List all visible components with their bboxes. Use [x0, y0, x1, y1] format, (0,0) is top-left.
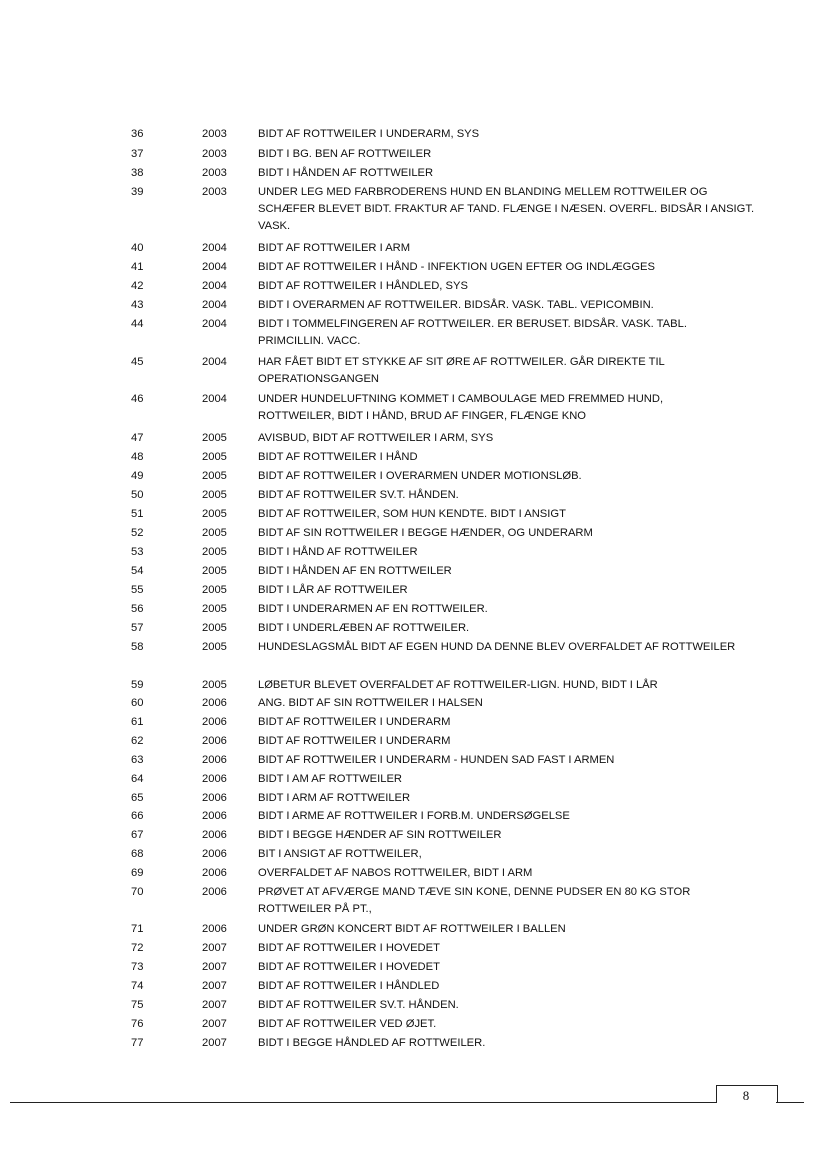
entry-year: 2005: [202, 470, 227, 482]
entry-number: 76: [131, 1018, 144, 1030]
footer-rule: [10, 1102, 716, 1103]
entry-year: 2006: [202, 697, 227, 709]
footer-rule-tail: [776, 1102, 804, 1103]
entry-description: BIDT AF ROTTWEILER I UNDERARM: [258, 716, 451, 728]
entry-number: 65: [131, 792, 144, 804]
entry-year: 2006: [202, 886, 227, 898]
entry-number: 67: [131, 829, 144, 841]
entry-year: 2004: [202, 261, 227, 273]
entry-year: 2006: [202, 829, 227, 841]
entry-number: 68: [131, 848, 144, 860]
entry-description: BIDT AF ROTTWEILER I ARM: [258, 242, 411, 254]
entry-description: UNDER GRØN KONCERT BIDT AF ROTTWEILER I BALLEN: [258, 923, 566, 935]
entry-year: 2007: [202, 999, 227, 1011]
entry-number: 64: [131, 773, 144, 785]
entry-year: 2004: [202, 318, 227, 330]
entry-year: 2005: [202, 565, 227, 577]
entry-year: 2004: [202, 393, 227, 405]
entry-description: UNDER LEG MED FARBRODERENS HUND EN BLANDING MELLEM ROTTWEILER OG SCHÆFER BLEVET BIDT. FRAKTUR AF TAND. FLÆNGE I NÆSEN. OVERFL. BIDSÅR I ANSIGT. VASK.: [258, 186, 755, 232]
entry-number: 49: [131, 470, 144, 482]
entry-number: 54: [131, 565, 144, 577]
entry-year: 2003: [202, 128, 227, 140]
entry-year: 2006: [202, 754, 227, 766]
entry-number: 74: [131, 980, 144, 992]
entry-year: 2007: [202, 942, 227, 954]
entry-year: 2006: [202, 773, 227, 785]
entry-description: BIDT I BEGGE HÆNDER AF SIN ROTTWEILER: [258, 829, 502, 841]
entry-number: 63: [131, 754, 144, 766]
entry-description: BIDT AF ROTTWEILER SV.T. HÅNDEN.: [258, 999, 459, 1011]
entry-description: BIDT I HÅND AF ROTTWEILER: [258, 546, 418, 558]
entry-number: 53: [131, 546, 144, 558]
entry-description: BIDT I ARME AF ROTTWEILER I FORB.M. UNDERSØGELSE: [258, 810, 570, 822]
entry-year: 2004: [202, 242, 227, 254]
entry-year: 2005: [202, 584, 227, 596]
entry-year: 2004: [202, 356, 227, 368]
entry-number: 66: [131, 810, 144, 822]
entry-year: 2006: [202, 792, 227, 804]
entry-description: BIDT I LÅR AF ROTTWEILER: [258, 584, 408, 596]
entry-description: LØBETUR BLEVET OVERFALDET AF ROTTWEILER-LIGN. HUND, BIDT I LÅR: [258, 679, 658, 691]
entry-year: 2005: [202, 603, 227, 615]
page-number: 8: [742, 1088, 750, 1103]
entry-year: 2006: [202, 810, 227, 822]
entry-description: BIDT AF ROTTWEILER I UNDERARM, SYS: [258, 128, 480, 140]
entry-description: BIDT AF ROTTWEILER I OVERARMEN UNDER MOTIONSLØB.: [258, 470, 582, 482]
entry-year: 2004: [202, 280, 227, 292]
entry-description: BIDT I HÅNDEN AF ROTTWEILER: [258, 167, 434, 179]
entry-year: 2005: [202, 679, 227, 691]
entry-year: 2006: [202, 867, 227, 879]
entry-number: 70: [131, 886, 144, 898]
entry-number: 69: [131, 867, 144, 879]
entry-description: BIDT AF ROTTWEILER I HÅND - INFEKTION UGEN EFTER OG INDLÆGGES: [258, 261, 655, 273]
entry-description: ANG. BIDT AF SIN ROTTWEILER I HALSEN: [258, 697, 483, 709]
entry-year: 2007: [202, 980, 227, 992]
entry-description: BIDT I BEGGE HÅNDLED AF ROTTWEILER.: [258, 1037, 486, 1049]
entry-description: BIDT I BG. BEN AF ROTTWEILER: [258, 148, 432, 160]
entry-year: 2005: [202, 508, 227, 520]
entry-year: 2005: [202, 641, 227, 653]
entry-number: 75: [131, 999, 144, 1011]
entry-description: BIT I ANSIGT AF ROTTWEILER,: [258, 848, 422, 860]
entry-year: 2005: [202, 622, 227, 634]
entry-description: BIDT AF ROTTWEILER I UNDERARM: [258, 735, 451, 747]
entry-description: BIDT I OVERARMEN AF ROTTWEILER. BIDSÅR. VASK. TABL. VEPICOMBIN.: [258, 299, 654, 311]
entry-description: BIDT I UNDERLÆBEN AF ROTTWEILER.: [258, 622, 470, 634]
entry-number: 39: [131, 186, 144, 198]
entry-number: 61: [131, 716, 144, 728]
entry-description: AVISBUD, BIDT AF ROTTWEILER I ARM, SYS: [258, 432, 494, 444]
entry-number: 46: [131, 393, 144, 405]
entry-description: BIDT AF ROTTWEILER I HÅND: [258, 451, 418, 463]
entry-description: OVERFALDET AF NABOS ROTTWEILER, BIDT I ARM: [258, 867, 533, 879]
entry-year: 2003: [202, 167, 227, 179]
entry-number: 72: [131, 942, 144, 954]
entry-description: BIDT AF ROTTWEILER I HÅNDLED: [258, 980, 440, 992]
entry-year: 2005: [202, 451, 227, 463]
entry-year: 2005: [202, 527, 227, 539]
entry-year: 2006: [202, 735, 227, 747]
entry-year: 2006: [202, 848, 227, 860]
entry-year: 2003: [202, 186, 227, 198]
entry-number: 57: [131, 622, 144, 634]
entry-description: PRØVET AT AFVÆRGE MAND TÆVE SIN KONE, DENNE PUDSER EN 80 KG STOR ROTTWEILER PÅ PT.,: [258, 886, 691, 915]
entry-number: 48: [131, 451, 144, 463]
entry-description: BIDT AF ROTTWEILER I HOVEDET: [258, 942, 440, 954]
entry-number: 51: [131, 508, 144, 520]
entry-description: BIDT AF ROTTWEILER SV.T. HÅNDEN.: [258, 489, 459, 501]
entry-number: 38: [131, 167, 144, 179]
entry-number: 36: [131, 128, 144, 140]
entry-year: 2004: [202, 299, 227, 311]
entry-year: 2007: [202, 1037, 227, 1049]
entry-description: UNDER HUNDELUFTNING KOMMET I CAMBOULAGE MED FREMMED HUND, ROTTWEILER, BIDT I HÅND, BRUD AF FINGER, FLÆNGE KNO: [258, 393, 664, 422]
entry-description: HAR FÅET BIDT ET STYKKE AF SIT ØRE AF ROTTWEILER. GÅR DIREKTE TIL OPERATIONSGANGEN: [258, 356, 665, 385]
entry-year: 2005: [202, 489, 227, 501]
entry-description: BIDT AF ROTTWEILER, SOM HUN KENDTE. BIDT I ANSIGT: [258, 508, 566, 520]
entry-year: 2003: [202, 148, 227, 160]
entry-number: 77: [131, 1037, 144, 1049]
entry-number: 40: [131, 242, 144, 254]
entry-number: 47: [131, 432, 144, 444]
entry-number: 58: [131, 641, 144, 653]
entry-description: BIDT AF ROTTWEILER I UNDERARM - HUNDEN SAD FAST I ARMEN: [258, 754, 615, 766]
entry-number: 71: [131, 923, 144, 935]
entry-number: 62: [131, 735, 144, 747]
entry-year: 2005: [202, 546, 227, 558]
entry-description: BIDT I ARM AF ROTTWEILER: [258, 792, 411, 804]
entry-number: 73: [131, 961, 144, 973]
entry-year: 2006: [202, 923, 227, 935]
entry-number: 37: [131, 148, 144, 160]
entry-number: 43: [131, 299, 144, 311]
entry-description: BIDT I AM AF ROTTWEILER: [258, 773, 403, 785]
entry-number: 44: [131, 318, 144, 330]
entry-description: BIDT AF SIN ROTTWEILER I BEGGE HÆNDER, OG UNDERARM: [258, 527, 593, 539]
entry-year: 2007: [202, 1018, 227, 1030]
entry-description: HUNDESLAGSMÅL BIDT AF EGEN HUND DA DENNE BLEV OVERFALDET AF ROTTWEILER: [258, 641, 736, 653]
entry-number: 52: [131, 527, 144, 539]
entry-number: 59: [131, 679, 144, 691]
entry-year: 2006: [202, 716, 227, 728]
entry-description: BIDT I UNDERARMEN AF EN ROTTWEILER.: [258, 603, 488, 615]
entry-number: 42: [131, 280, 144, 292]
entry-number: 41: [131, 261, 144, 273]
entry-description: BIDT AF ROTTWEILER VED ØJET.: [258, 1018, 437, 1030]
entry-description: BIDT I TOMMELFINGEREN AF ROTTWEILER. ER BERUSET. BIDSÅR. VASK. TABL. PRIMCILLIN. VACC.: [258, 318, 687, 347]
entry-year: 2005: [202, 432, 227, 444]
entry-number: 50: [131, 489, 144, 501]
entry-description: BIDT I HÅNDEN AF EN ROTTWEILER: [258, 565, 452, 577]
entry-number: 45: [131, 356, 144, 368]
entry-number: 55: [131, 584, 144, 596]
entry-description: BIDT AF ROTTWEILER I HOVEDET: [258, 961, 440, 973]
entry-number: 56: [131, 603, 144, 615]
entry-description: BIDT AF ROTTWEILER I HÅNDLED, SYS: [258, 280, 468, 292]
entry-year: 2007: [202, 961, 227, 973]
entry-number: 60: [131, 697, 144, 709]
